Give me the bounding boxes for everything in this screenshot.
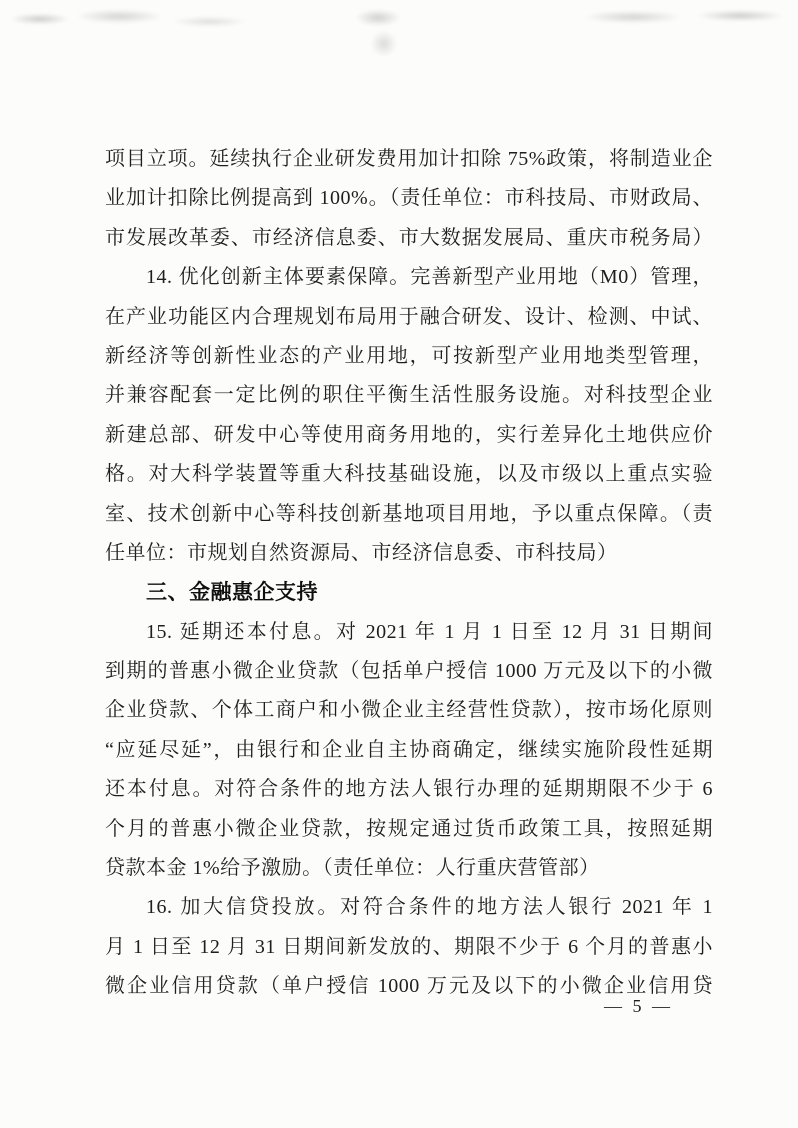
- scan-smudge-top-right: [570, 4, 794, 30]
- para-14-line: 格。对大科学装置等重大科技基础设施，以及市级以上重点实验: [105, 463, 713, 486]
- para-14-line: 新经济等创新性业态的产业用地，可按新型产业用地类型管理，: [105, 344, 713, 367]
- para-14-line: 在产业功能区内合理规划布局用于融合研发、设计、检测、中试、: [105, 305, 713, 328]
- para-15-line: 15. 延期还本付息。对 2021 年 1 月 1 日至 12 月 31 日期间: [146, 620, 713, 643]
- para-15-line: 企业贷款、个体工商户和小微企业主经营性贷款），按市场化原则: [105, 699, 713, 722]
- para-16-line: 月 1 日至 12 月 31 日期间新发放的、期限不少于 6 个月的普惠小: [105, 935, 713, 958]
- para-13-continuation-line: 业加计扣除比例提高到 100%。（责任单位：市科技局、市财政局、: [105, 187, 713, 210]
- para-15-line: 到期的普惠小微企业贷款（包括单户授信 1000 万元及以下的小微: [105, 660, 713, 683]
- para-16-line: 16. 加大信贷投放。对符合条件的地方法人银行 2021 年 1: [146, 896, 713, 919]
- para-15-line: 还本付息。对符合条件的地方法人银行办理的延期期限不少于 6: [105, 778, 713, 801]
- para-13-continuation-line: 市发展改革委、市经济信息委、市大数据发展局、重庆市税务局）: [105, 226, 713, 249]
- para-16-line: 微企业信用贷款（单户授信 1000 万元及以下的小微企业信用贷: [105, 975, 713, 998]
- scan-smudge-top-middle: [330, 8, 426, 62]
- section-heading-3-line: 三、金融惠企支持: [146, 581, 318, 605]
- page-number: — 5 —: [604, 996, 673, 1016]
- scan-smudge-top-left: [8, 6, 273, 32]
- para-15-line: 个月的普惠小微企业贷款，按规定通过货币政策工具，按照延期: [105, 817, 713, 840]
- document-body: [105, 140, 713, 1007]
- para-14-line: 任单位：市规划自然资源局、市经济信息委、市科技局）: [105, 541, 618, 564]
- para-13-continuation-line: 项目立项。延续执行企业研发费用加计扣除 75%政策，将制造业企: [105, 148, 713, 170]
- para-14-line: 并兼容配套一定比例的职住平衡生活性服务设施。对科技型企业: [105, 384, 713, 407]
- para-14-line: 室、技术创新中心等科技创新基地项目用地，予以重点保障。（责: [105, 502, 713, 525]
- para-15-line: 贷款本金 1%给予激励。（责任单位：人行重庆营管部）: [105, 857, 600, 880]
- para-14-line: 14. 优化创新主体要素保障。完善新型产业用地（M0）管理，: [146, 266, 713, 289]
- para-14-line: 新建总部、研发中心等使用商务用地的，实行差异化土地供应价: [105, 423, 713, 446]
- para-15-line: “应延尽延”，由银行和企业自主协商确定，继续实施阶段性延期: [105, 738, 713, 761]
